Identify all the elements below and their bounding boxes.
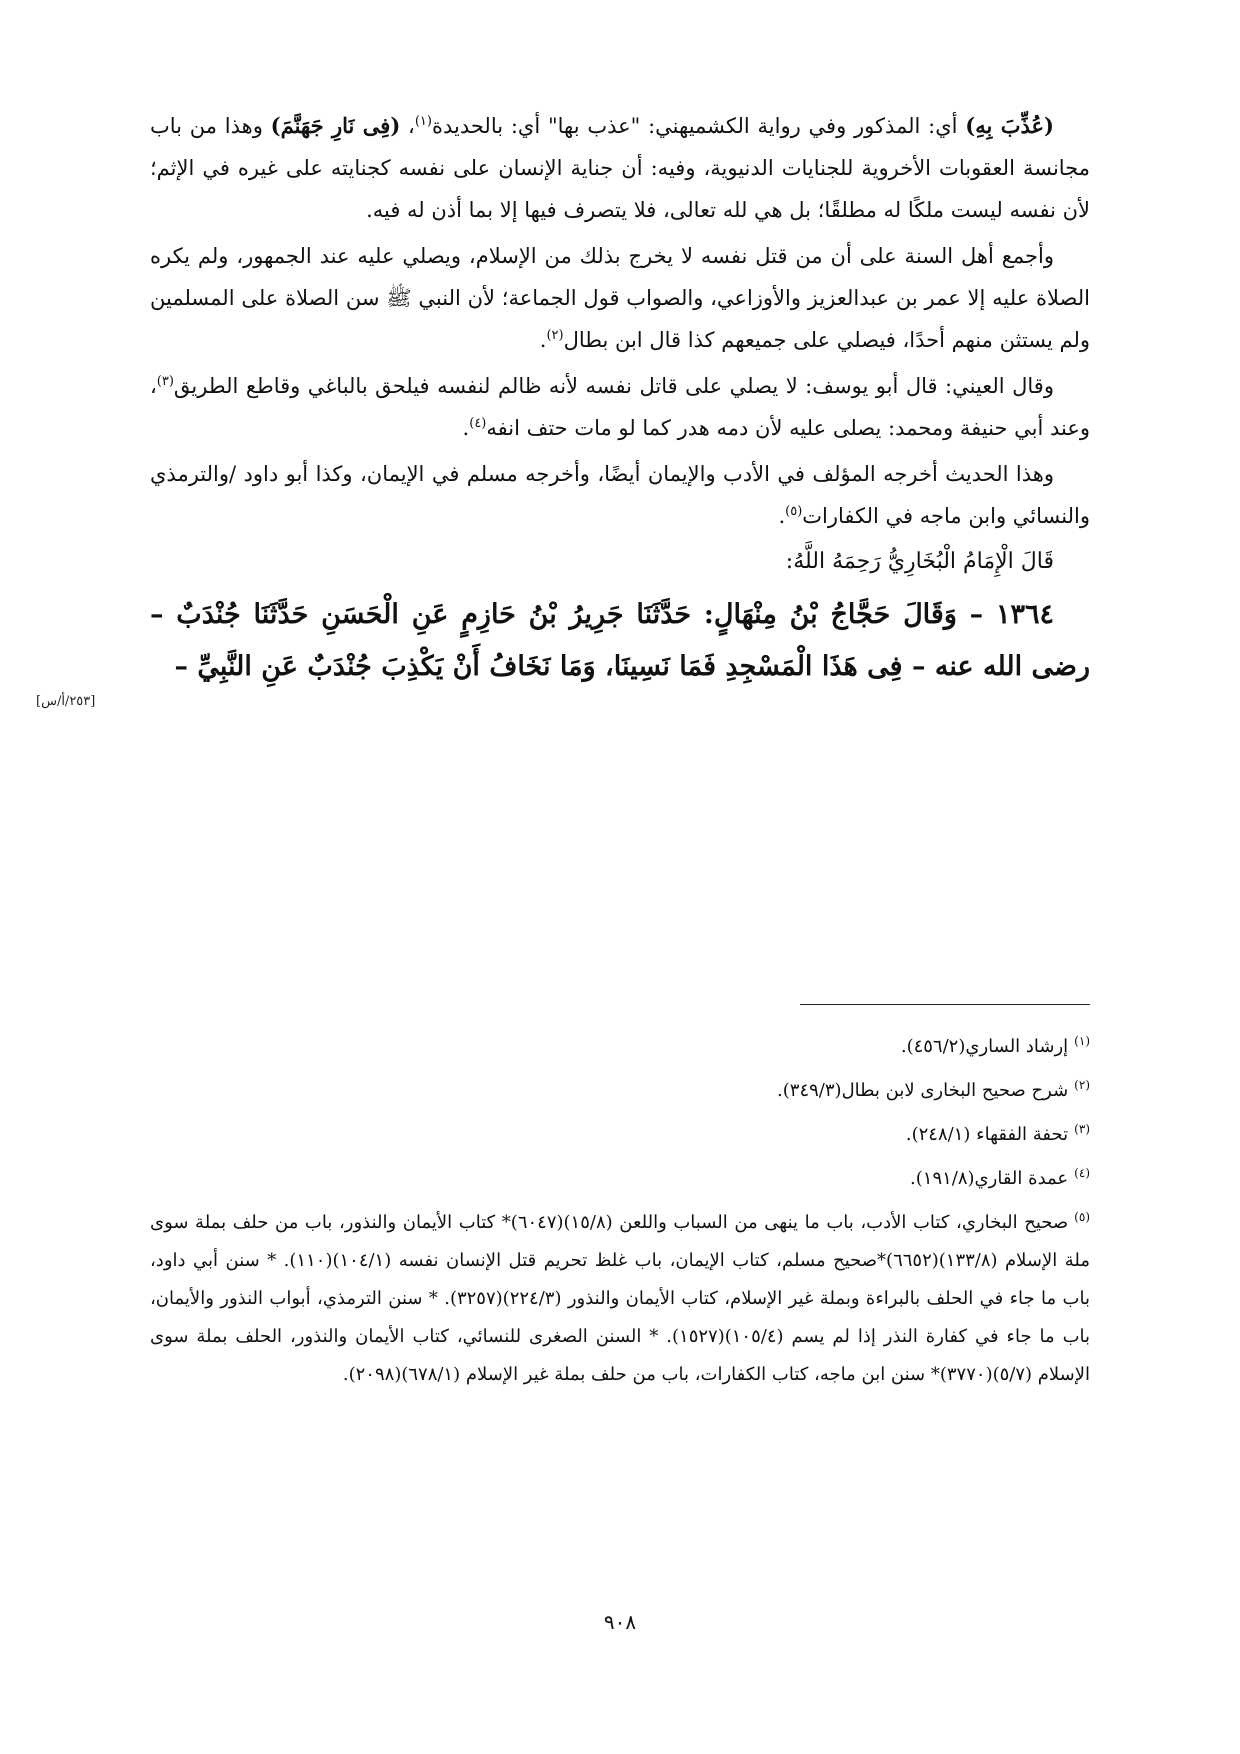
footnote-text: إرشاد الساري(٤٥٦/٢).: [900, 1036, 1069, 1057]
footnote-separator: [800, 1004, 1090, 1005]
footnote-ref: (٤): [469, 416, 487, 431]
paragraph-3: [150, 365, 1090, 449]
footnote-number: (٤): [1074, 1166, 1090, 1180]
text-run: ،: [400, 114, 415, 138]
footnote-text: شرح صحيح البخارى لابن بطال(٣٤٩/٣).: [777, 1080, 1069, 1101]
footnote-number: (١): [1074, 1034, 1090, 1048]
text-run: أي: المذكور وفي رواية الكشميهني: "عذب بها" أي: بالحديدة: [431, 114, 966, 138]
text-run: وهذا الحديث أخرجه المؤلف في الأدب والإيمان أيضًا، وأخرجه مسلم في الإيمان، وكذا أبو داود /والترمذي والنسائي وابن ماجه في الكفارات: [150, 462, 1090, 528]
matn-quote: (فِى نَارِ جَهَنَّمَ): [270, 113, 401, 138]
footnote-text: صحيح البخاري، كتاب الأدب، باب ما ينهى من السباب واللعن (١٥/٨)(٦٠٤٧)* كتاب الأيمان والنذور، باب من حلف بملة سوى ملة الإسلام (١٣٣/٨)(٦٦٥٢)*صحيح مسلم، كتاب الإيمان، باب غلظ تحريم قتل الإنسان نفسه (١٠٤/١)(١١٠). * سنن أبي داود، باب ما جاء في الحلف بالبراءة وبملة غير الإسلام، كتاب الأيمان والنذور (٢٢٤/٣)(٣٢٥٧). * سنن الترمذي، أبواب النذور والأيمان، باب ما جاء في كفارة النذر إذا لم يسم (١٠٥/٤)(١٥٢٧). * السنن الصغرى للنسائي، كتاب الأيمان والنذور، الحلف بملة سوى الإسلام (٥/٧)(٣٧٧٠)* سنن ابن ماجه، كتاب الكفارات، باب من حلف بملة غير الإسلام (٦٧٨/١)(٢٠٩٨).: [150, 1212, 1091, 1385]
footnote-number: (٢): [1074, 1078, 1090, 1092]
paragraph-1: [150, 105, 1090, 231]
text-run: وقال العيني: قال أبو يوسف: لا يصلي على قاتل نفسه لأنه ظالم لنفسه فيلحق بالباغي وقاطع الطريق: [173, 374, 1054, 398]
main-text: [150, 105, 1090, 720]
paragraph-4: [150, 453, 1090, 537]
hadith-text: ١٣٦٤ – وَقَالَ حَجَّاجُ بْنُ مِنْهَالٍ: حَدَّثَنَا جَرِيرُ بْنُ حَازِمٍ عَنِ الْحَسَنِ حَدَّثَنَا جُنْدَبٌ – رضى الله عنه – فِى هَذَا الْمَسْجِدِ فَمَا نَسِينَا، وَمَا نَخَافُ أَنْ يَكْذِبَ جُنْدَبٌ عَنِ النَّبِيِّ –: [150, 599, 1090, 682]
page-number: ٩٠٨: [603, 1610, 637, 1634]
footnote-text: تحفة الفقهاء (٢٤٨/١).: [905, 1124, 1069, 1145]
text-run: .: [778, 504, 786, 528]
footnote-ref: (٣): [156, 374, 174, 389]
footnote-ref: (٢): [546, 328, 564, 343]
footnote-number: (٣): [1074, 1122, 1090, 1136]
text-run: .: [539, 328, 547, 352]
footnote-4: [150, 1160, 1090, 1198]
footnotes-section: [150, 1028, 1090, 1400]
text-run: وهذا من باب مجانسة العقوبات الأخروية للجنايات الدنيوية، وفيه: أن جناية الإنسان على نفسه كجنايته على غيره في الإثم؛ لأن نفسه ليست ملكًا له مطلقًا؛ بل هي لله تعالى، فلا يتصرف فيها إلا بما أذن له فيه.: [150, 114, 1090, 222]
footnote-text: عمدة القاري(١٩١/٨).: [910, 1168, 1069, 1189]
footnote-1: [150, 1028, 1090, 1066]
imam-heading: قَالَ الْإِمَامُ الْبُخَارِيُّ رَحِمَهُ اللَّهُ:: [785, 549, 1054, 574]
footnote-5: [150, 1204, 1090, 1394]
footnote-2: [150, 1072, 1090, 1110]
margin-manuscript-note: [٢٥٣/أ/س]: [36, 694, 96, 709]
paragraph-2: [150, 235, 1090, 361]
footnote-ref: (١): [414, 114, 432, 129]
footnote-3: [150, 1116, 1090, 1154]
text-run: ، وعند أبي حنيفة ومحمد: يصلى عليه لأن دمه هدر كما لو مات حتف انفه: [150, 374, 1090, 440]
footnote-ref: (٥): [785, 504, 803, 519]
footnote-number: (٥): [1074, 1210, 1090, 1224]
matn-quote: (عُذِّبَ بِهِ): [965, 113, 1054, 138]
text-run: وأجمع أهل السنة على أن من قتل نفسه لا يخرج بذلك من الإسلام، ويصلي عليه عند الجمهور، ولم يكره الصلاة عليه إلا عمر بن عبدالعزيز والأوزاعي، والصواب قول الجماعة؛ لأن النبي ﷺ سن الصلاة على المسلمين ولم يستثن منهم أحدًا، فيصلي على جميعهم كذا قال ابن بطال: [150, 244, 1090, 352]
text-run: .: [462, 416, 470, 440]
